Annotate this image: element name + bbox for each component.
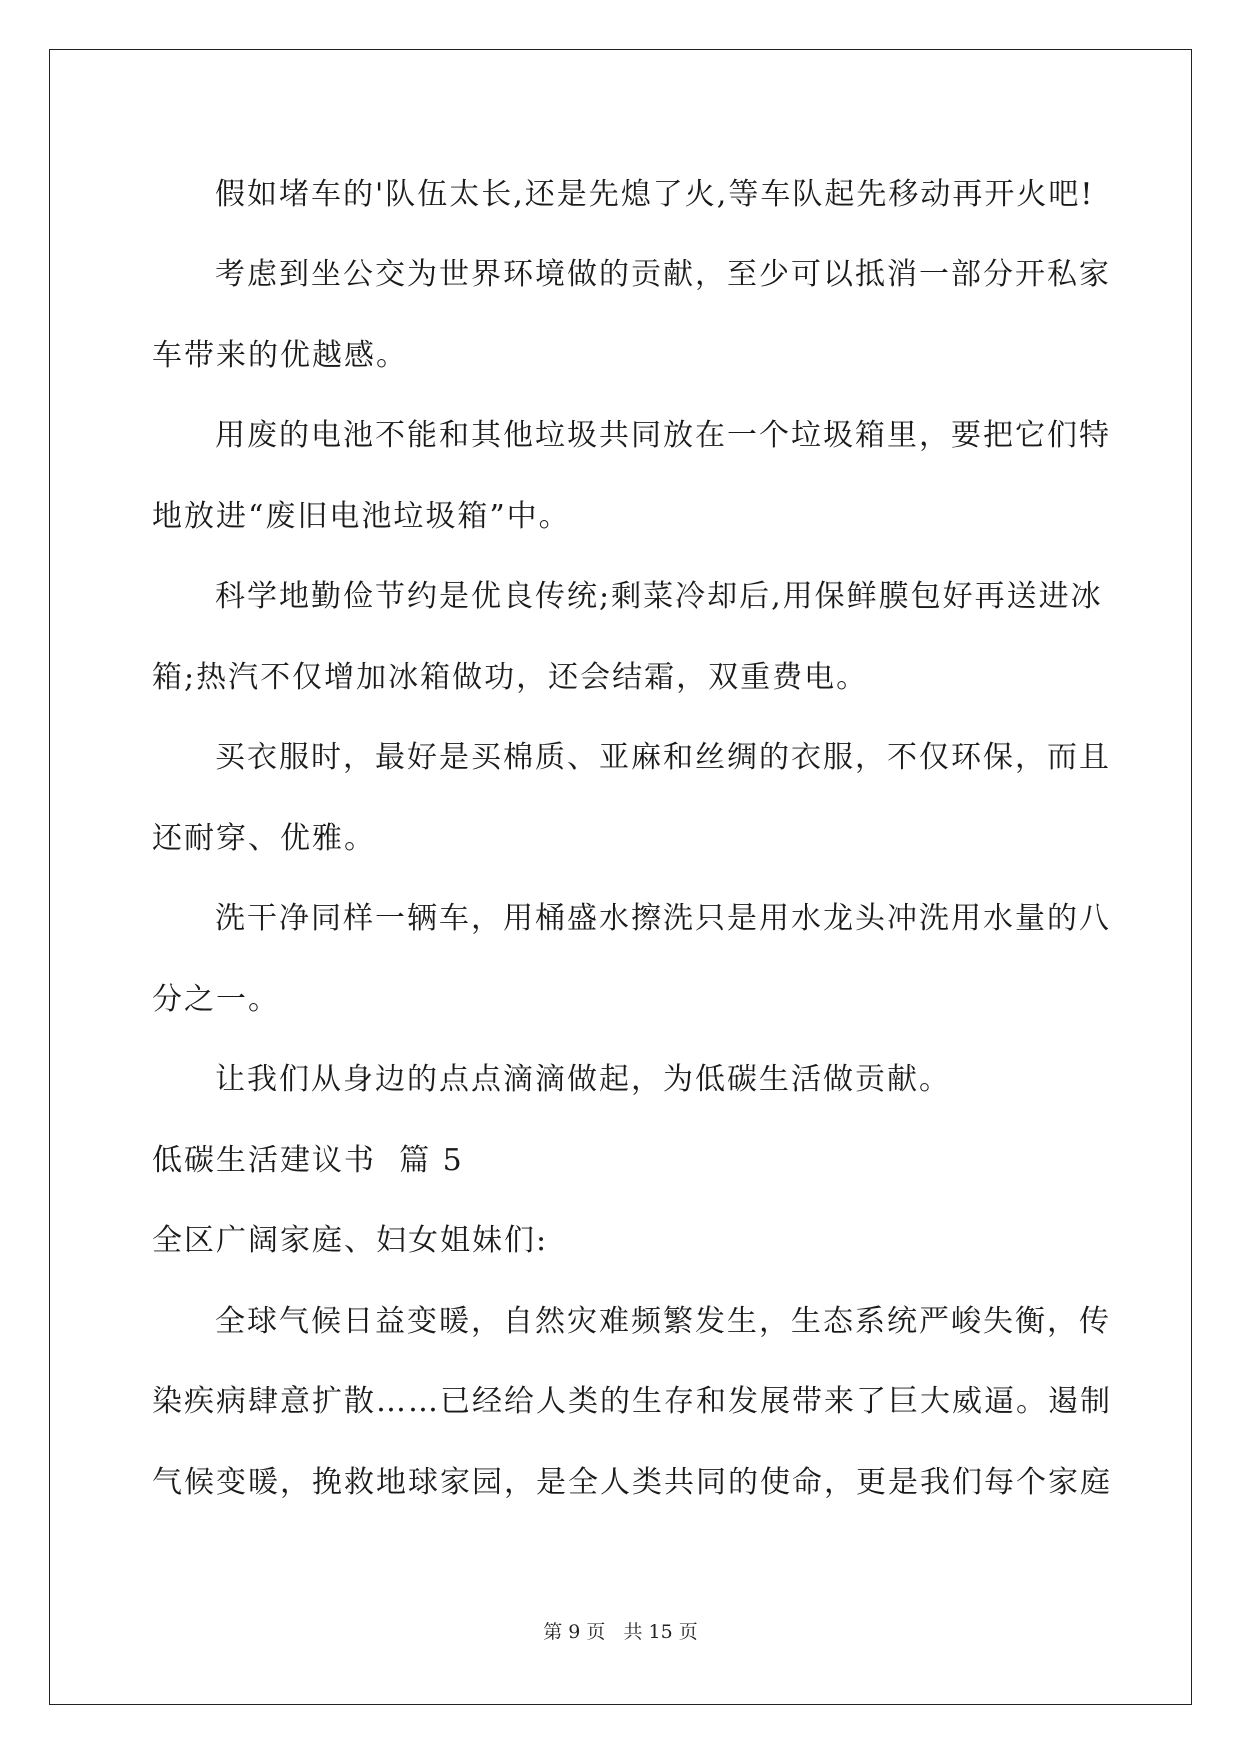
page-total: 共 15 页 (623, 1621, 698, 1643)
paragraph-line: 气候变暖，挽救地球家园，是全人类共同的使命，更是我们每个家庭 (152, 1465, 1112, 1500)
paragraph-line: 买衣服时，最好是买棉质、亚麻和丝绸的衣服，不仅环保，而且 (215, 740, 1111, 775)
salutation: 全区广阔家庭、妇女姐妹们: (152, 1223, 549, 1258)
paragraph-line: 科学地勤俭节约是优良传统;剩菜冷却后,用保鲜膜包好再送进冰 (215, 579, 1103, 614)
paragraph-line: 用废的电池不能和其他垃圾共同放在一个垃圾箱里，要把它们特 (215, 418, 1111, 453)
paragraph-line: 考虑到坐公交为世界环境做的贡献，至少可以抵消一部分开私家 (215, 257, 1111, 292)
paragraph-line: 还耐穿、优雅。 (152, 821, 376, 856)
paragraph-line: 分之一。 (152, 982, 280, 1017)
paragraph-line: 让我们从身边的点点滴滴做起，为低碳生活做贡献。 (215, 1062, 951, 1097)
paragraph-line: 洗干净同样一辆车，用桶盛水擦洗只是用水龙头冲洗用水量的八 (215, 901, 1111, 936)
paragraph-line: 地放进“废旧电池垃圾箱”中。 (152, 499, 571, 534)
page-border (49, 49, 1192, 1705)
paragraph-line: 车带来的优越感。 (152, 338, 408, 373)
page-footer (0, 1620, 1241, 1644)
page-number: 第 9 页 (543, 1621, 606, 1643)
paragraph-line: 箱;热汽不仅增加冰箱做功，还会结霜，双重费电。 (152, 660, 869, 695)
paragraph-line: 假如堵车的'队伍太长,还是先熄了火,等车队起先移动再开火吧! (215, 177, 1095, 212)
section-heading: 低碳生活建议书 篇 5 (152, 1143, 464, 1178)
paragraph-line: 全球气候日益变暖，自然灾难频繁发生，生态系统严峻失衡，传 (215, 1304, 1111, 1339)
paragraph-line: 染疾病肆意扩散……已经给人类的生存和发展带来了巨大威逼。遏制 (152, 1384, 1112, 1419)
